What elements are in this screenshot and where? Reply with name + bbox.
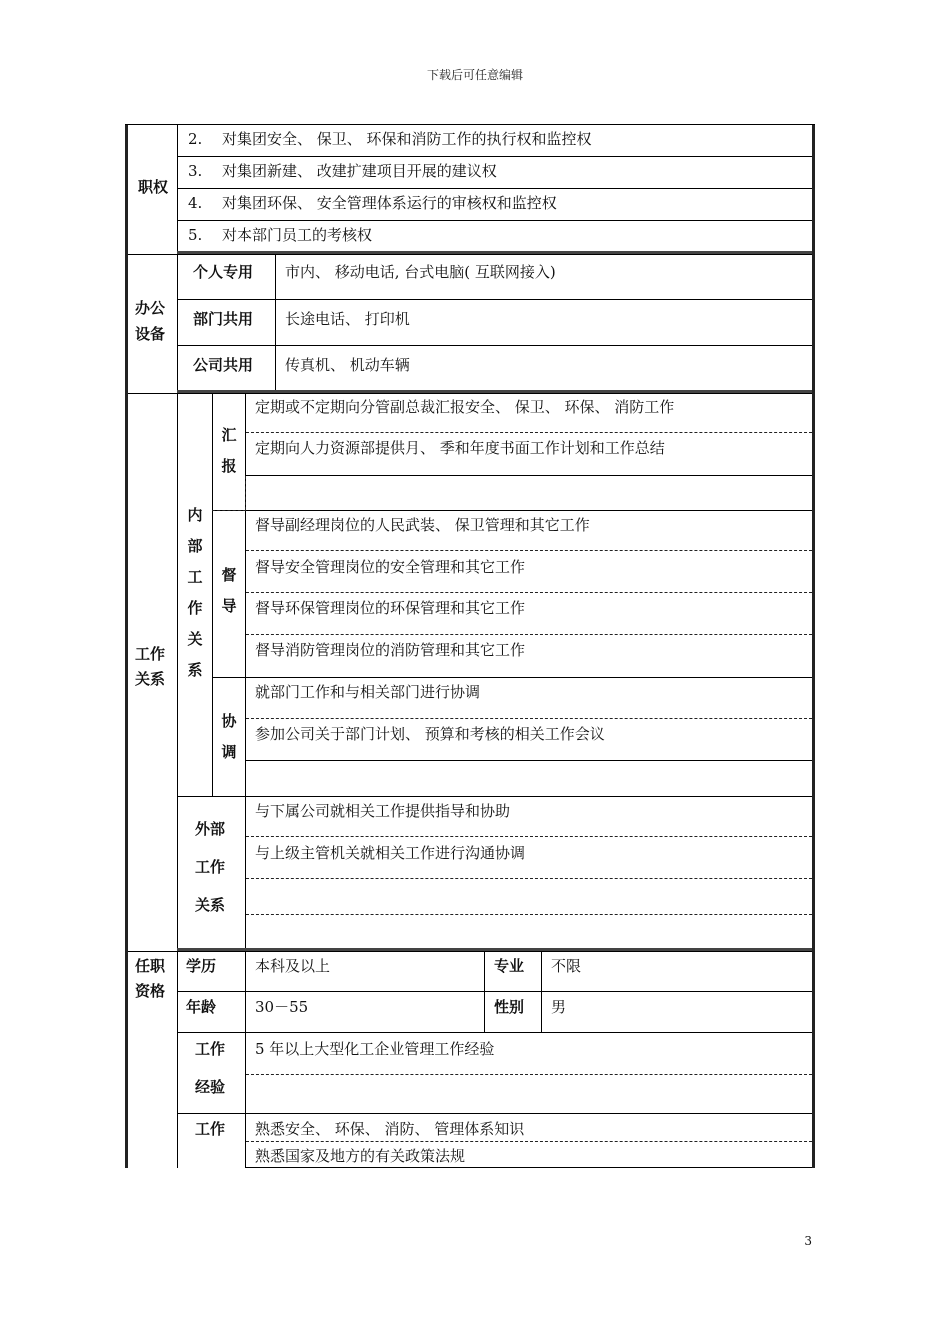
experience-value: 5 年以上大型化工企业管理工作经验 [255, 1040, 495, 1058]
external-relations-label: 关系 [195, 896, 226, 914]
coordinate-item: 参加公司关于部门计划、 预算和考核的相关工作会议 [255, 725, 605, 743]
equipment-row-label: 部门共用 [193, 310, 254, 328]
supervise-item: 督导消防管理岗位的消防管理和其它工作 [255, 641, 526, 659]
rights-item: 对本部门员工的考核权 [222, 226, 373, 244]
equipment-label: 设备 [135, 325, 166, 343]
major-label: 专业 [494, 957, 525, 975]
external-relations-label: 工作 [195, 858, 226, 876]
supervise-item: 督导环保管理岗位的环保管理和其它工作 [255, 599, 526, 617]
education-label: 学历 [186, 957, 217, 975]
knowledge-item: 熟悉国家及地方的有关政策法规 [255, 1147, 466, 1165]
supervise-label: 督 导 [221, 566, 237, 615]
rights-item: 对集团新建、 改建扩建项目开展的建议权 [222, 162, 497, 180]
relations-label: 关系 [135, 670, 166, 688]
education-value: 本科及以上 [255, 957, 331, 975]
equipment-row-label: 个人专用 [193, 263, 254, 281]
knowledge-label: 工作 [195, 1120, 226, 1138]
external-relations-label: 外部 [195, 820, 226, 838]
experience-label: 工作 [195, 1040, 226, 1058]
report-item: 定期或不定期向分管副总裁汇报安全、 保卫、 环保、 消防工作 [255, 398, 675, 416]
external-item: 与上级主管机关就相关工作进行沟通协调 [255, 844, 526, 862]
coordinate-label: 协 调 [221, 712, 237, 761]
rights-item: 对集团安全、 保卫、 环保和消防工作的执行权和监控权 [222, 130, 592, 148]
qualifications-label: 资格 [135, 982, 166, 1000]
supervise-item: 督导安全管理岗位的安全管理和其它工作 [255, 558, 526, 576]
rights-item-num: 3. [188, 162, 203, 180]
qualifications-label: 任职 [135, 957, 166, 975]
equipment-row-value: 市内、 移动电话, 台式电脑( 互联网接入) [285, 263, 556, 281]
experience-label: 经验 [195, 1078, 226, 1096]
major-value: 不限 [551, 957, 582, 975]
age-label: 年龄 [186, 998, 217, 1016]
report-label: 汇 报 [221, 426, 237, 475]
coordinate-item: 就部门工作和与相关部门进行协调 [255, 683, 481, 701]
equipment-label: 办公 [135, 299, 166, 317]
rights-item: 对集团环保、 安全管理体系运行的审核权和监控权 [222, 194, 557, 212]
page-header: 下载后可任意编辑 [426, 68, 523, 82]
report-item: 定期向人力资源部提供月、 季和年度书面工作计划和工作总结 [255, 439, 665, 457]
rights-item-num: 4. [188, 194, 203, 212]
gender-value: 男 [551, 998, 567, 1016]
equipment-row-value: 传真机、 机动车辆 [285, 356, 410, 374]
gender-label: 性别 [494, 998, 525, 1016]
equipment-row-value: 长途电话、 打印机 [285, 310, 410, 328]
rights-item-num: 5. [188, 226, 203, 244]
external-item: 与下属公司就相关工作提供指导和协助 [255, 802, 511, 820]
age-value: 30－55 [255, 998, 309, 1016]
rights-item-num: 2. [188, 130, 203, 148]
internal-relations-label: 内 部 工 作 关 系 [187, 506, 203, 679]
rights-label: 职权 [137, 178, 168, 196]
supervise-item: 督导副经理岗位的人民武装、 保卫管理和其它工作 [255, 516, 590, 534]
page-number: 3 [804, 1234, 812, 1248]
relations-label: 工作 [135, 645, 166, 663]
equipment-row-label: 公司共用 [193, 356, 254, 374]
knowledge-item: 熟悉安全、 环保、 消防、 管理体系知识 [255, 1120, 525, 1138]
